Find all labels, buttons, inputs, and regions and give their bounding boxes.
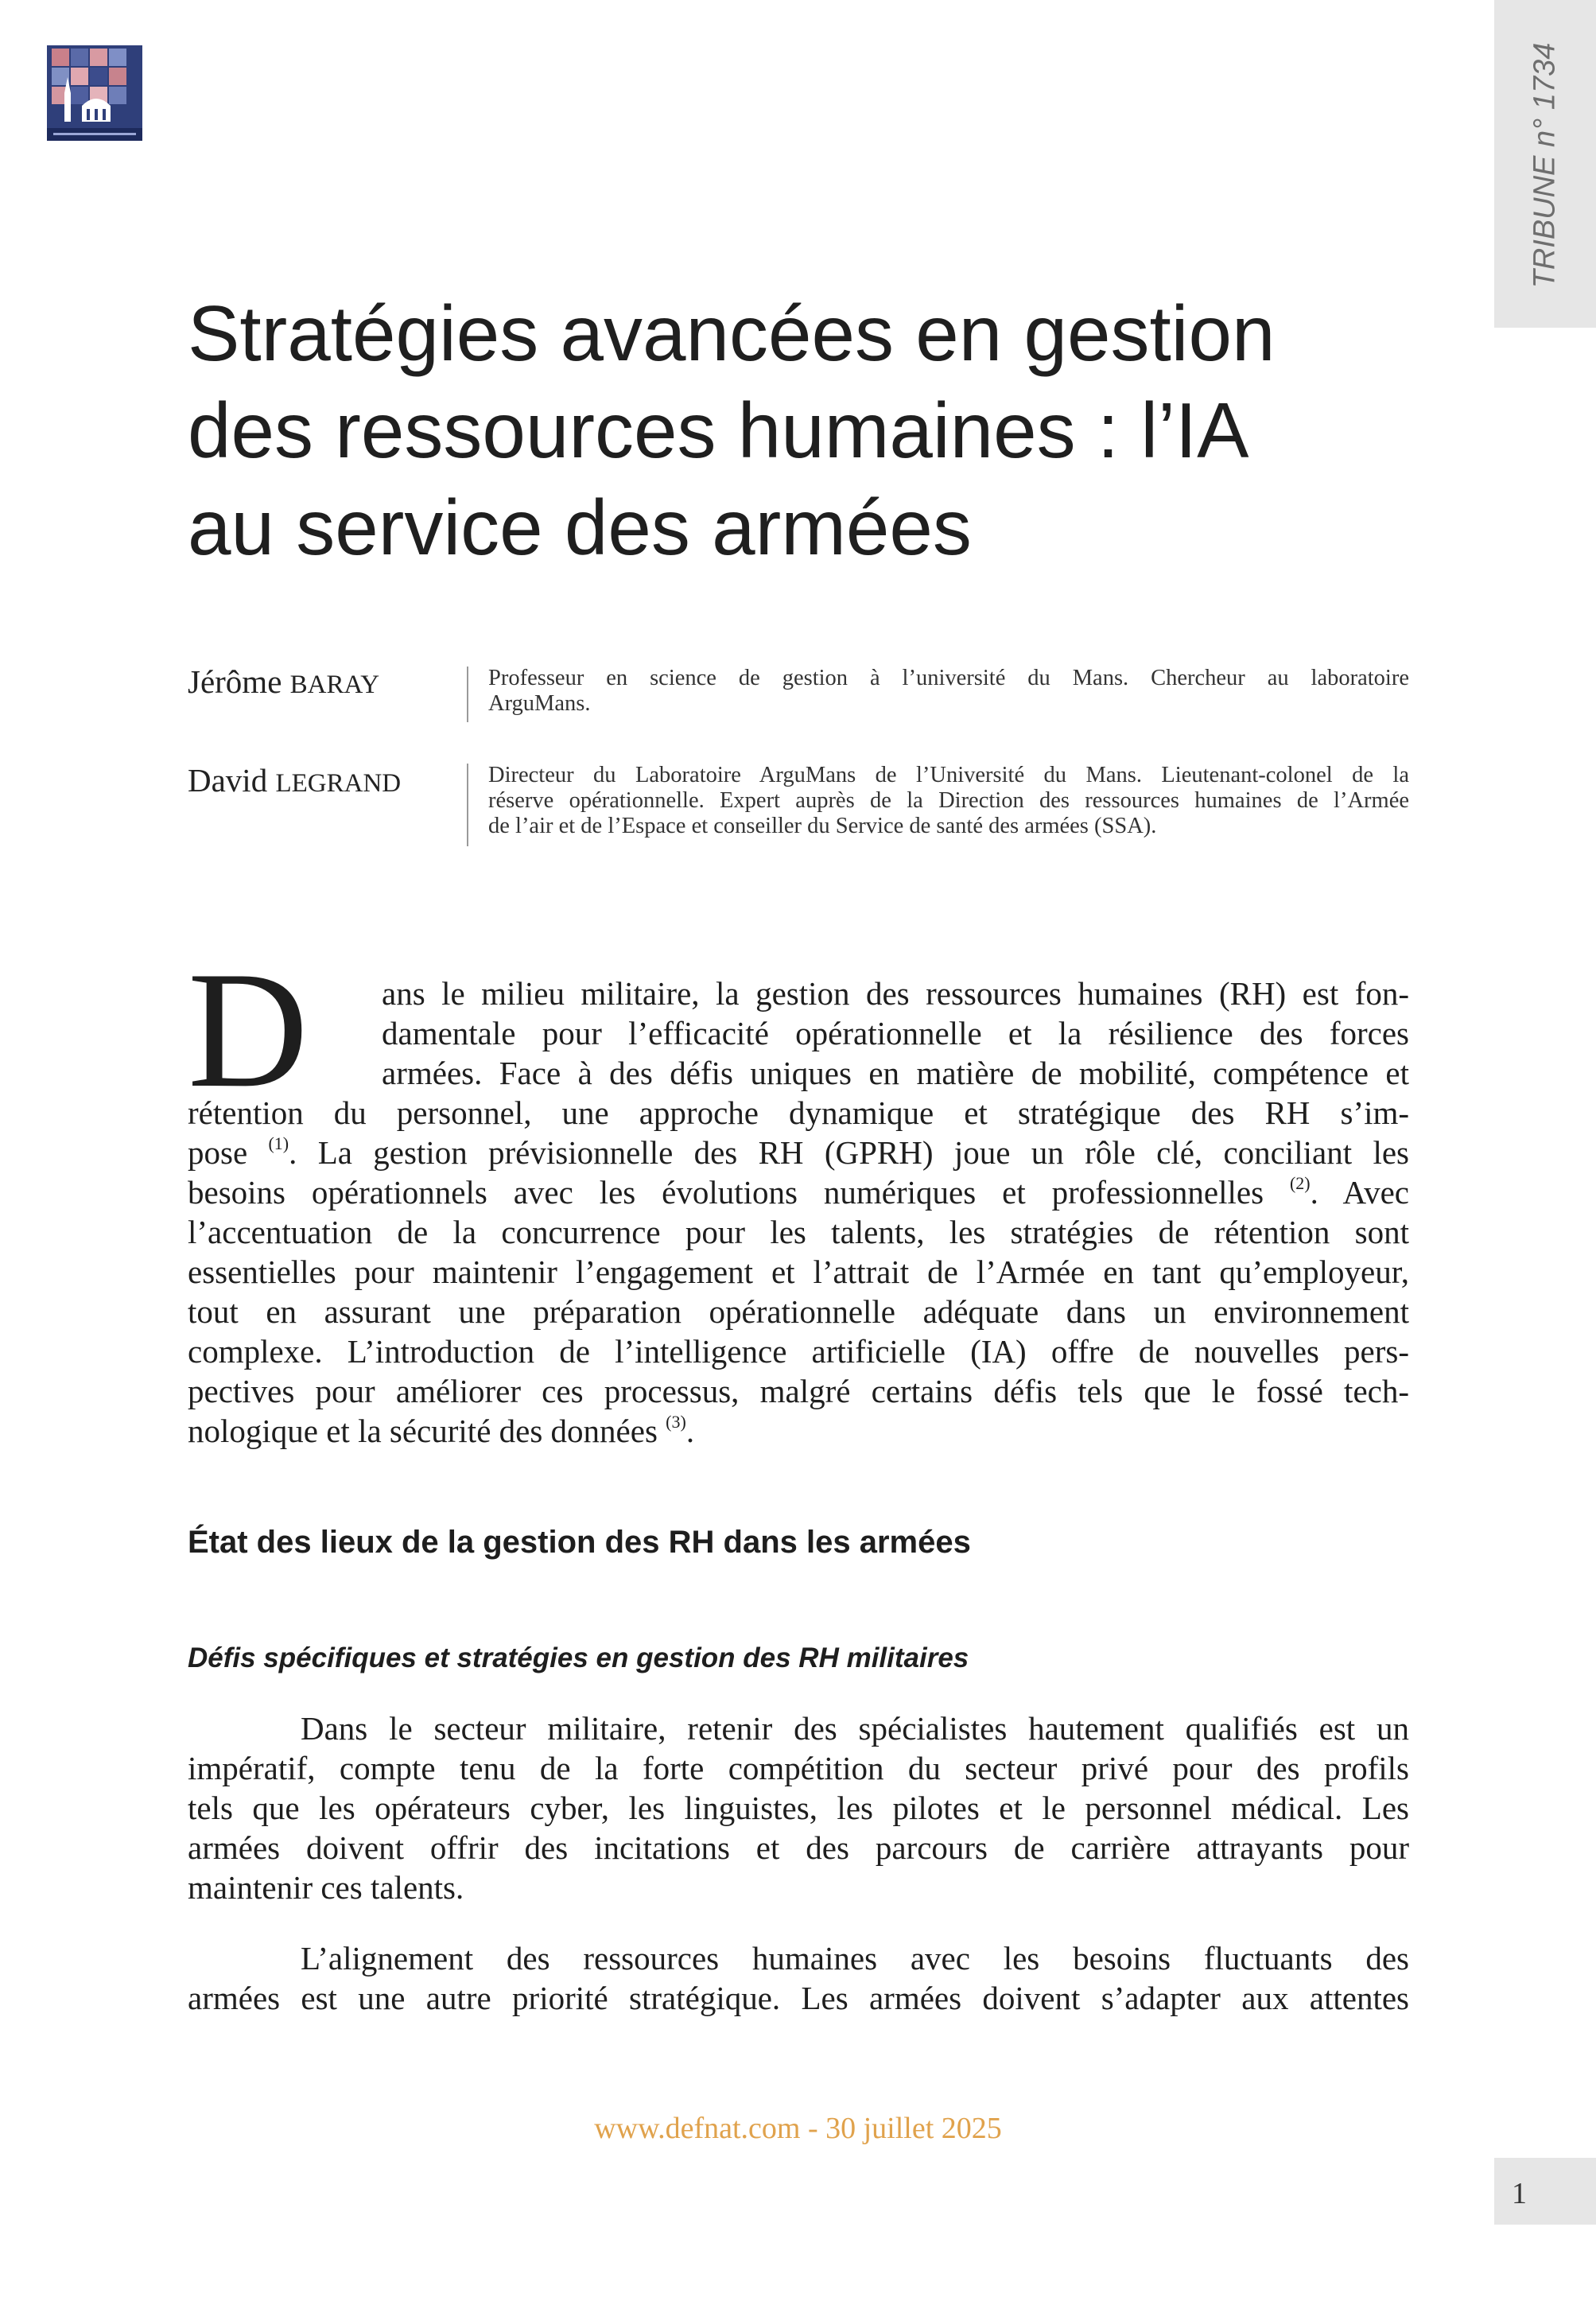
body-line: complexe. L’introduction de l’intelligence artificielle (IA) offre de nouvelles pers- xyxy=(188,1333,1409,1370)
body-line: l’accentuation de la concurrence pour les talents, les stratégies de rétention sont xyxy=(188,1214,1409,1250)
author-bio: Professeur en science de gestion à l’université du Mans. Chercheur au laboratoire ArguMans. xyxy=(488,666,1409,716)
body-line: damentale pour l’efficacité opérationnelle et la résilience des forces xyxy=(382,1015,1409,1051)
page-number: 1 xyxy=(1512,2177,1527,2210)
body-line: armées est une autre priorité stratégique. Les armées doivent s’adapter aux attentes xyxy=(188,1980,1409,2016)
footer-link[interactable]: www.defnat.com - 30 juillet 2025 xyxy=(594,2112,1002,2145)
page-title xyxy=(188,285,1365,576)
body-line: L’alignement des ressources humaines avec les besoins fluctuants des xyxy=(301,1940,1409,1976)
body-line: essentielles pour maintenir l’engagement et l’attrait de l’Armée en tant qu’employeur, xyxy=(188,1254,1409,1290)
drop-cap: D xyxy=(188,938,309,1122)
institutional-building-logo xyxy=(47,45,142,141)
title-line: Stratégies avancées en gestion xyxy=(188,290,1276,377)
title-line: des ressources humaines : l’IA xyxy=(188,387,1249,474)
author-bio-rule xyxy=(467,764,468,846)
body-line: pectives pour améliorer ces processus, malgré certains défis tels que le fossé tech- xyxy=(188,1373,1409,1409)
author-bio: Directeur du Laboratoire ArguMans de l’Université du Mans. Lieutenant-colonel de la réserve opérationnelle. Expert auprès de la Direction des ressources humaines de l’Armée de l’air et de l’Espace et conseiller du Service de santé des armées (SSA). xyxy=(488,763,1409,838)
body-line: pose $^{(1)}$. La gestion prévisionnelle des RH (GPRH) joue un rôle clé, conciliant les xyxy=(188,1133,1410,1171)
body-line: besoins opérationnels avec les évolutions numériques et professionnelles $^{(2)}$. Avec xyxy=(188,1173,1410,1211)
page-number-tab xyxy=(1494,2158,1596,2225)
author-name: Jérôme BARAY xyxy=(188,663,380,700)
body-line: tels que les opérateurs cyber, les linguistes, les pilotes et le personnel médical. Les xyxy=(188,1790,1409,1826)
body-line: tout en assurant une préparation opérationnelle adéquate dans un environnement xyxy=(188,1293,1409,1330)
tribune-side-tab xyxy=(1494,0,1596,328)
author-bio-rule xyxy=(467,667,468,722)
author-name: David LEGRAND xyxy=(188,762,402,799)
section-heading: État des lieux de la gestion des RH dans les armées xyxy=(188,1525,971,1560)
footnote-ref[interactable]: (1) xyxy=(268,1133,289,1153)
body-line: armées. Face à des défis uniques en matière de mobilité, compétence et xyxy=(382,1055,1409,1091)
body-line: armées doivent offrir des incitations et des parcours de carrière attrayants pour xyxy=(188,1829,1409,1866)
body-line: impératif, compte tenu de la forte compétition du secteur privé pour des profils xyxy=(188,1750,1409,1786)
body-line: rétention du personnel, une approche dynamique et stratégique des RH s’im- xyxy=(188,1094,1409,1131)
title-line: au service des armées xyxy=(188,484,972,571)
body-line: Dans le secteur militaire, retenir des spécialistes hautement qualifiés est un xyxy=(301,1710,1409,1747)
body-line: nologique et la sécurité des données $^{(3)}$. xyxy=(188,1412,695,1449)
body-line: ans le milieu militaire, la gestion des ressources humaines (RH) est fon- xyxy=(382,975,1409,1012)
tribune-number-label: TRIBUNE n° 1734 xyxy=(1528,42,1562,289)
subsection-heading: Défis spécifiques et stratégies en gestion des RH militaires xyxy=(188,1642,969,1673)
footnote-ref[interactable]: (2) xyxy=(1289,1173,1311,1193)
footnote-ref[interactable]: (3) xyxy=(666,1412,686,1432)
body-line: maintenir ces talents. xyxy=(188,1869,464,1906)
